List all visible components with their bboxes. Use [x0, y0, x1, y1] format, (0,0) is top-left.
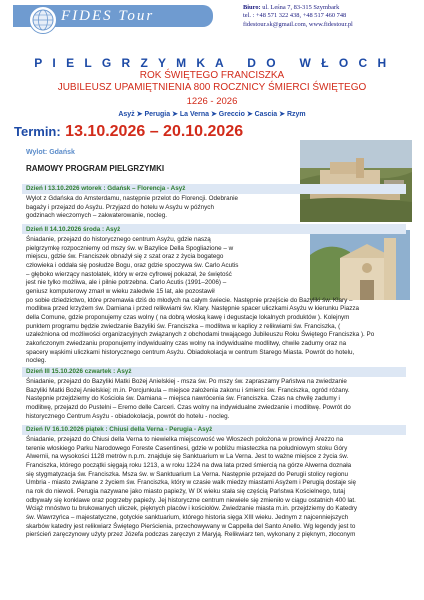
day-3-line: historycznego Centrum Asyżu - obiadokolacja, powrót do hotelu - nocleg. [26, 412, 230, 420]
day-1-text [26, 195, 238, 221]
phone-numbers: tel. : +48 571 322 438, +48 517 460 748 [243, 12, 347, 20]
day-4-line: Śniadanie, przejazd do Chiusi della Verna to niewielka miejscowość we Włoszech położona w prowincji Arezzo na [26, 436, 344, 443]
globe-icon [29, 6, 57, 34]
day-2-line: della Comune, gdzie proponujemy czas wolny ( na dobrą włoską kawę i degustacje lokalnych produktów ). Kolejnym [26, 313, 350, 321]
day-3-line: Śniadanie, przejazd do Bazyliki Matki Bożej Anielskiej - msza św. Po mszy św. zapraszamy Państwa na zwiedzanie [26, 378, 347, 385]
term [14, 123, 243, 141]
day-4-heading: Dzień IV 16.10.2026 piątek : Chiusi della Verna - Perugia - Asyż [26, 426, 213, 433]
day-4-line: skarbów katedry jest relikwiarz Świętego Pierścienia, przechowywany w Cappella del Santo Anello. Wg legendy jest to [26, 522, 356, 530]
day-2-line: pielgrzymkę rozpoczniemy od mszy św. w Bazylice Della Spogliazione – w [26, 244, 234, 252]
day-3-line: Następnie przejdziemy do Kościoła św. Damiana – miejsca nawrócenia św. Franciszka. Czas na chwilę zadumy i [26, 395, 340, 403]
day-2-line: jest nie tylko możliwa, ale i pilnie potrzebna. Carlo Acutis (1991–2006) – [26, 279, 227, 287]
program-title: RAMOWY PROGRAM PIELGRZYMKI [26, 164, 165, 173]
day-3-heading: Dzień III 15.10.2026 czwartek : Asyż [26, 368, 132, 375]
day-3-line: Bazyliki Matki Bożej Anielskiej: m.in. Porcjunkula – miejsce założenia zakonu i śmierci św. Franciszka, ogród różany. [26, 386, 350, 394]
day-4-text [26, 436, 357, 540]
day-4-line: Umbria - miasto związane z życiem św. Franciszka, który w czasie walk miedzy miastami Asyżem i Perugią dostaje się [26, 479, 356, 487]
office-address: ul. Leśna 7, 83-315 Szymbark [262, 4, 340, 11]
day-2-line: geniusz komputerowy zmarł w wieku zaledwie 15 lat, ale pozostawił [26, 287, 215, 295]
day-2-line: punktem programu będzie zwiedzanie Bazyliki św. Franciszka – modlitwa w kaplicy z relikwiami św. Franciszka, ( [26, 322, 341, 330]
day-2-line: uzależniona od możliwości organizacyjnych związanych z obchodami trwającego Jubileuszu Roku Świętego Franciszka ). Po [26, 331, 375, 339]
day-4-line: odbywały się konklawe oraz pogrzeby papieży. Jej historyczne centrum niewiele się zmieniło w ciągu ostatnich 400 lat. [26, 496, 356, 504]
office-label: Biuro: [243, 4, 261, 11]
day-1-line: Wylot z Gdańska do Amsterdamu, następnie przelot do Florencji. Odebranie [26, 195, 239, 202]
term-label: Termin: [14, 124, 61, 139]
day-2-text [26, 236, 374, 366]
subtitle-jubilee: JUBILEUSZ UPAMIĘTNIENIA 800 ROCZNICY ŚMIERCI ŚWIĘTEGO [57, 82, 367, 93]
day-2-line: – głęboko wierzący nastolatek, który w erze cyfrowej pokazał, że świętość [26, 270, 232, 278]
day-2-line: Śniadanie, przejazd do historycznego centrum Asyżu, gdzie naszą [26, 236, 211, 243]
contact-block [243, 4, 418, 29]
day-1-line: bagaży i przejazd do Asyżu. Przyjazd do hotelu w Asyżu w późnych [26, 203, 214, 211]
day-2-line: modlitwa przed krzyżem św. Damiana i przed relikwiami św. Klary. Następnie spacer uliczkami Asyżu w kierunku Piazza [26, 305, 360, 313]
departure: Wylot: Gdańsk [26, 149, 75, 156]
day-2-line: miejscu, gdzie św. Franciszek obnażył się z szat oraz z życia bogatego [26, 253, 224, 261]
day-4-line: Wciąż mnóstwo tu brukowanych uliczek, pięknych placów i kościołów. Zwiedzanie miasta m.in. przejdziemy do Katedry [26, 505, 358, 513]
day-4-line: Alwernii, na wysokości 1128 metrów n.p.m. znajduje się Sanktuarium w La Verna. Jest to ważne miejsce z życia św. [26, 453, 349, 461]
day-4-line: św. Wawrzyńca – majestatyczne, gotyckie sanktuarium, którego historia sięga XIII wieku. Jednym z najcenniejszych [26, 513, 349, 521]
day-4-line: pierścień zaręczynowy użyty przez Józefa podczas zaręczyn z Maryją. Relikwiarz ten, wykonany z pięknym, złoconym [26, 531, 356, 539]
page-title: P I E L G R Z Y M K A D O W Ł O C H [34, 56, 390, 70]
subtitle-year: ROK ŚWIĘTEGO FRANCISZKA [139, 70, 285, 81]
logo [13, 5, 213, 27]
day-4-line: terenie włoskiego Parku Narodowego Foreste Casentinesi, gdzie w pobliżu miasteczka na południowym stoku Góry [26, 444, 348, 452]
day-3-text [26, 378, 351, 421]
day-2-line: po sobie dziedzictwo, które przemawia dziś do młodych na całym świecie. Następnie przejście do Bazyliki św. Klary – [26, 296, 353, 304]
email-website[interactable]: fidestour.sk@gmail.com, www.fidestour.pl [243, 20, 353, 28]
day-2-line: człowieka i oddała się posłudze Bogu, oraz gdzie spoczywa św. Carlo Acutis [26, 261, 239, 269]
day-4-line: się stygmatyzacja św. Franciszka. Msza św. w Sanktuarium La Verna. Następnie przejazd do Perugii stolicy regionu [26, 470, 348, 478]
day-3-line: modlitwę, przejazd do Pustelni – Eremo delle Carceri. Czas wolny na indywidualne zwiedzanie i modlitwę. Powrót do [26, 403, 351, 411]
day-2-line: zakończonym zwiedzaniu proponujemy indywidualny czas wolny na indywidualne modlitwy, chwile zadumy oraz na [26, 339, 347, 347]
day-2-line: nocleg. [26, 357, 47, 365]
day-1-line: godzinach wieczornych – zakwaterowanie, nocleg. [26, 212, 168, 220]
term-dates: 13.10.2026 – 20.10.2026 [65, 123, 244, 140]
day-1-heading: Dzień I 13.10.2026 wtorek : Gdańsk – Florencja - Asyż [26, 185, 186, 192]
assisi-landscape-photo [300, 140, 412, 222]
day-4-line: Franciszka, którego początki sięgają roku 1213, a w roku 1224 na dwa lata przed śmiercią na górze Alwerna doznała [26, 461, 352, 469]
day-2-line: spacery wąskimi uliczkami historycznego centrum Asyżu. Obiadokolacja w centrum Starego Miasta. Powrót do hotelu, [26, 348, 355, 356]
logo-text: FIDES Tour [61, 8, 155, 24]
subtitle-years: 1226 - 2026 [186, 96, 238, 107]
route-line: Asyż ➤ Perugia ➤ La Verna ➤ Greccio ➤ Cascia ➤ Rzym [118, 111, 306, 118]
day-2-heading: Dzień II 14.10.2026 środa : Asyż [26, 226, 121, 233]
day-4-line: na rok do niewoli. Perugia nazywane jako miasto papieży, W IX wieku stała się częścią Państwa Kościelnego, tutaj [26, 487, 346, 495]
